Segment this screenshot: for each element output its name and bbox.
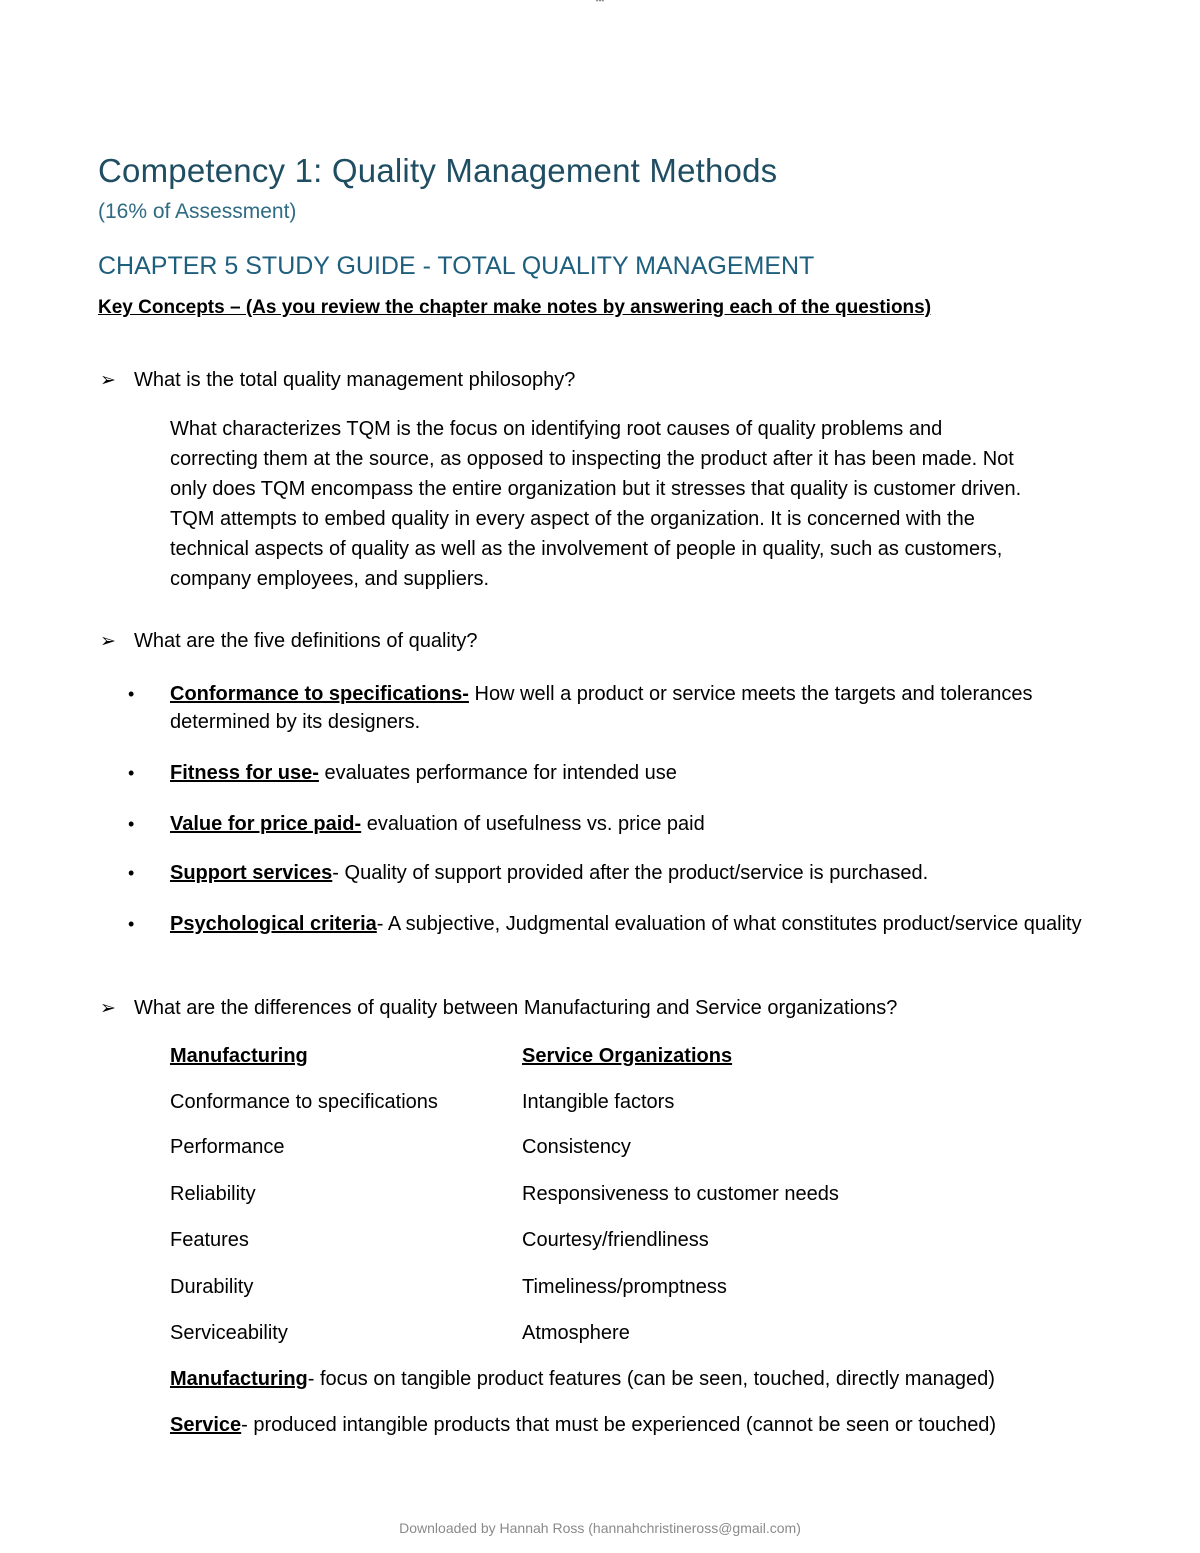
- table-cell: Reliability: [170, 1183, 256, 1205]
- definition-text: - Quality of support provided after the product/service is purchased.: [332, 862, 929, 884]
- definition-text: How well a product or service meets the targets and tolerances determined by its designers.: [170, 683, 1033, 733]
- arrow-bullet-icon: ➢: [100, 370, 116, 391]
- note-term: Manufacturing: [170, 1368, 308, 1390]
- table-cell: Consistency: [522, 1136, 631, 1158]
- answer-line: correcting them at the source, as opposed to inspecting the product after it has been made. Not: [170, 448, 1014, 470]
- column-header-manufacturing: Manufacturing: [170, 1045, 308, 1067]
- bullet-icon: •: [128, 863, 135, 883]
- page-subtitle: (16% of Assessment): [98, 200, 297, 223]
- table-cell: Performance: [170, 1136, 285, 1158]
- answer-line: company employees, and suppliers.: [170, 568, 490, 590]
- definition-text: evaluation of usefulness vs. price paid: [361, 813, 705, 835]
- question-1: [100, 369, 575, 392]
- table-cell: Responsiveness to customer needs: [522, 1183, 839, 1205]
- table-cell: Courtesy/friendliness: [522, 1229, 709, 1251]
- definition-term: Value for price paid-: [170, 813, 362, 835]
- definition-term: Fitness for use-: [170, 762, 319, 784]
- answer-line: only does TQM encompass the entire organization but it stresses that quality is customer driven.: [170, 478, 1022, 500]
- question-text: What is the total quality management philosophy?: [134, 369, 576, 391]
- definition-term: Support services: [170, 862, 333, 884]
- list-item: [128, 859, 1098, 887]
- list-item: [128, 680, 1098, 736]
- definition-term: Conformance to specifications-: [170, 683, 469, 705]
- table-cell: Features: [170, 1229, 249, 1251]
- list-item: [128, 759, 1098, 787]
- table-cell: Timeliness/promptness: [522, 1276, 727, 1298]
- key-concepts-heading: Key Concepts – (As you review the chapter make notes by answering each of the questions): [98, 297, 932, 318]
- table-cell: Durability: [170, 1276, 254, 1298]
- question-2: [100, 630, 478, 653]
- column-header-service: Service Organizations: [522, 1045, 733, 1067]
- question-text: What are the differences of quality between Manufacturing and Service organizations?: [134, 997, 898, 1019]
- note-text: - focus on tangible product features (can be seen, touched, directly managed): [307, 1368, 995, 1390]
- arrow-bullet-icon: ➢: [100, 631, 116, 652]
- definition-term: Psychological criteria: [170, 913, 377, 935]
- chapter-heading: CHAPTER 5 STUDY GUIDE - TOTAL QUALITY MANAGEMENT: [98, 252, 815, 280]
- bullet-icon: •: [128, 684, 135, 704]
- definition-text: evaluates performance for intended use: [318, 762, 677, 784]
- answer-line: technical aspects of quality as well as the involvement of people in quality, such as customers,: [170, 538, 1003, 560]
- question-text: What are the five definitions of quality?: [134, 630, 478, 652]
- list-item: [128, 910, 1098, 938]
- arrow-bullet-icon: ➢: [100, 998, 116, 1019]
- bullet-icon: •: [128, 763, 135, 783]
- answer-1: [170, 414, 1100, 594]
- header-mark: •••: [595, 0, 605, 5]
- answer-line: What characterizes TQM is the focus on identifying root causes of quality problems and: [170, 418, 943, 440]
- bullet-icon: •: [128, 814, 135, 834]
- table-cell: Intangible factors: [522, 1091, 675, 1113]
- table-cell: Serviceability: [170, 1322, 288, 1344]
- definition-text: - A subjective, Judgmental evaluation of what constitutes product/service quality: [376, 913, 1082, 935]
- note-manufacturing: [170, 1368, 995, 1391]
- bullet-icon: •: [128, 914, 135, 934]
- answer-line: TQM attempts to embed quality in every aspect of the organization. It is concerned with the: [170, 508, 975, 530]
- table-cell: Conformance to specifications: [170, 1091, 438, 1113]
- note-service: [170, 1414, 996, 1437]
- note-term: Service: [170, 1414, 242, 1436]
- page-title: Competency 1: Quality Management Methods: [98, 152, 778, 189]
- list-item: [128, 810, 1098, 838]
- table-cell: Atmosphere: [522, 1322, 630, 1344]
- note-text: - produced intangible products that must be experienced (cannot be seen or touched): [241, 1414, 997, 1436]
- download-footer: Downloaded by Hannah Ross (hannahchristineross@gmail.com): [399, 1520, 801, 1536]
- question-3: [100, 997, 897, 1020]
